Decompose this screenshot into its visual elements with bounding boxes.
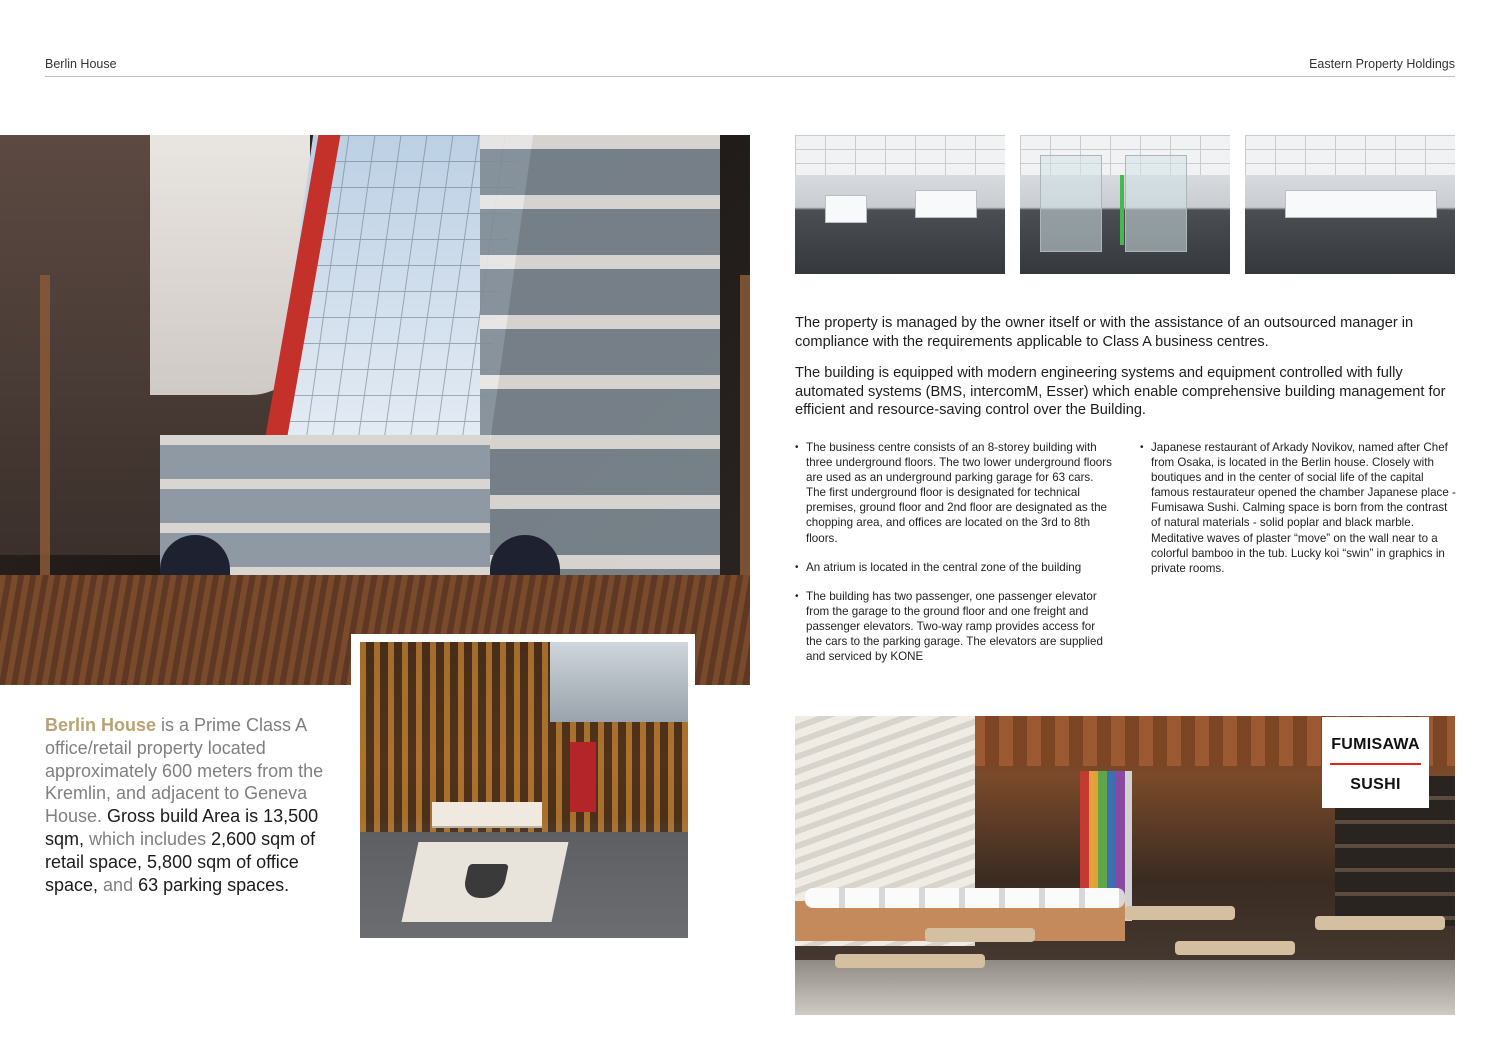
office-glass-partition bbox=[1125, 155, 1187, 252]
intro-part-3: and bbox=[98, 874, 139, 895]
lobby-glass-railing bbox=[550, 642, 688, 722]
office-photo-3 bbox=[1245, 135, 1455, 274]
lobby-photo bbox=[360, 642, 688, 938]
intro-gross-area: Gross build Area is 13,500 sqm, bbox=[45, 806, 319, 849]
restaurant-floor bbox=[795, 960, 1455, 1015]
bullet-item: • An atrium is located in the central zone of the building bbox=[795, 560, 1113, 575]
restaurant-pillows bbox=[805, 888, 1125, 908]
restaurant-table bbox=[1125, 906, 1235, 920]
lobby-red-panel bbox=[570, 742, 596, 812]
bullet-list-right bbox=[1140, 440, 1458, 590]
restaurant-table bbox=[1315, 916, 1445, 930]
intro-part-2: which includes bbox=[84, 828, 212, 849]
bullet-list-left bbox=[795, 440, 1113, 678]
lobby-reception-desk bbox=[432, 802, 542, 826]
bullet-item: • Japanese restaurant of Arkady Novikov, named after Chef from Osaka, is located in the Berlin house. Closely with boutiques and in the center of social life of the capital famous restaurateur opened the chamber Japanese place - Fumisawa Sushi. Calming space is born from the contrast of natural materials - solid poplar and black marble. Meditative waves of plaster “move” on the wall near to a colorful bamboo in the tub. Lucky koi “swin” in graphics in private rooms. bbox=[1140, 440, 1458, 576]
restaurant-table bbox=[925, 928, 1035, 942]
logo-red-rule bbox=[1330, 763, 1421, 765]
header-divider bbox=[45, 76, 1455, 77]
intro-text bbox=[45, 714, 335, 896]
restaurant-table bbox=[835, 954, 985, 968]
engineering-paragraph: The building is equipped with modern engineering systems and equipment controlled with fully automated systems (BMS, intercomM, Esser) which enable comprehensive building management for efficient and resource-saving control over the Building. bbox=[795, 365, 1446, 418]
header-company-name: Eastern Property Holdings bbox=[1309, 57, 1455, 71]
bullet-item: • The business centre consists of an 8-storey building with three underground floors. The two lower underground floors are used as an underground parking garage for 63 cars. The first underground floor is designated for technical premises, ground floor and 2nd floor are designated as the chopping area, and offices are located on the 3rd to 8th floors. bbox=[795, 440, 1113, 546]
fumisawa-sushi-logo bbox=[1322, 717, 1429, 808]
management-paragraph: The property is managed by the owner itself or with the assistance of an outsourced manager in compliance with the requirements applicable to Class A business centres. bbox=[795, 315, 1414, 350]
office-photo-1 bbox=[795, 135, 1005, 274]
logo-line-1: FUMISAWA bbox=[1331, 736, 1420, 753]
intro-parking: 63 parking spaces. bbox=[138, 874, 290, 895]
intro-building-name: Berlin House bbox=[45, 715, 157, 735]
bullet-item: • The building has two passenger, one passenger elevator from the garage to the ground floor and one freight and passenger elevators. Two-way ramp provides access for the cars to the parking garage. The elevators are supplied and serviced by KONE bbox=[795, 589, 1113, 664]
office-green-stripe bbox=[1120, 175, 1124, 245]
crest-icon bbox=[462, 864, 509, 898]
office-window bbox=[1285, 190, 1437, 218]
office-ceiling bbox=[1245, 135, 1455, 175]
logo-line-2: SUSHI bbox=[1350, 776, 1401, 793]
office-window bbox=[915, 190, 977, 218]
intro-retail-office: 2,600 sqm of retail space, 5,800 sqm of office space, bbox=[45, 828, 316, 895]
office-ceiling bbox=[795, 135, 1005, 175]
atrium-photo bbox=[0, 135, 750, 685]
intro-part-1: is a Prime Class A office/retail property located approximately 600 meters from the Kremlin, and adjacent to Geneva House. bbox=[45, 715, 324, 827]
header-building-name: Berlin House bbox=[45, 57, 117, 71]
office-glass-partition bbox=[1040, 155, 1102, 252]
restaurant-table bbox=[1175, 941, 1295, 955]
lobby-floor-mat bbox=[401, 842, 568, 922]
office-photo-2 bbox=[1020, 135, 1230, 274]
office-window bbox=[825, 195, 867, 223]
